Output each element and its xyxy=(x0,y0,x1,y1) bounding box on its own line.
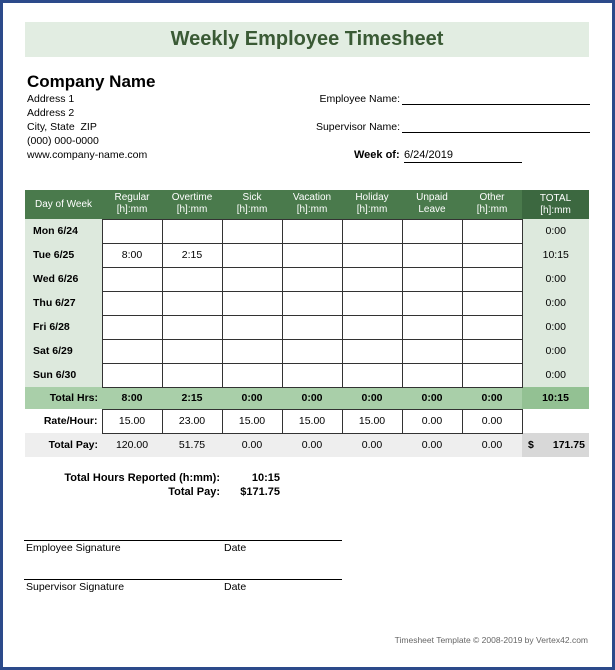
hours-cell[interactable] xyxy=(462,243,522,267)
hours-cell[interactable] xyxy=(282,339,342,363)
hours-cell[interactable] xyxy=(402,363,462,387)
employee-name-label: Employee Name: xyxy=(319,93,400,105)
header-regular: Regular [h]:mm xyxy=(102,190,162,219)
company-phone[interactable]: (000) 000-0000 xyxy=(27,135,99,147)
rate-cell[interactable]: 15.00 xyxy=(282,409,342,433)
day-total: 0:00 xyxy=(522,315,589,339)
pay-cell: 51.75 xyxy=(162,433,222,457)
day-total: 0:00 xyxy=(522,219,589,243)
hours-cell[interactable] xyxy=(222,243,282,267)
hours-cell[interactable] xyxy=(342,291,402,315)
header-overtime: Overtime [h]:mm xyxy=(162,190,222,219)
hours-cell[interactable] xyxy=(282,219,342,243)
day-total: 0:00 xyxy=(522,267,589,291)
header-sick: Sick [h]:mm xyxy=(222,190,282,219)
hours-cell[interactable] xyxy=(222,339,282,363)
grand-total-pay-amount: 171.75 xyxy=(552,439,585,451)
company-address-1[interactable]: Address 1 xyxy=(27,93,75,105)
header-day-of-week: Day of Week xyxy=(25,190,102,219)
employee-date-label: Date xyxy=(224,542,247,554)
supervisor-date-label: Date xyxy=(224,581,247,593)
grand-total-pay xyxy=(522,433,589,457)
day-label: Sat 6/29 xyxy=(25,339,102,363)
hours-cell[interactable] xyxy=(462,315,522,339)
hours-cell[interactable] xyxy=(462,291,522,315)
supervisor-name-field[interactable] xyxy=(402,132,590,133)
hours-cell[interactable] xyxy=(342,363,402,387)
rate-label: Rate/Hour: xyxy=(25,409,102,433)
total-hours-row xyxy=(25,387,589,409)
employee-signature-line[interactable] xyxy=(24,540,342,541)
header-other: Other [h]:mm xyxy=(462,190,522,219)
total-hours-cell: 0:00 xyxy=(222,387,282,409)
total-pay-label: Total Pay: xyxy=(25,433,102,457)
company-website[interactable]: www.company-name.com xyxy=(27,149,148,161)
rate-cell[interactable]: 15.00 xyxy=(222,409,282,433)
rate-row xyxy=(25,409,589,433)
hours-cell[interactable] xyxy=(282,363,342,387)
company-address-2[interactable]: Address 2 xyxy=(27,107,75,119)
hours-cell[interactable]: 2:15 xyxy=(162,243,222,267)
rate-cell[interactable]: 23.00 xyxy=(162,409,222,433)
pay-cell: 0.00 xyxy=(342,433,402,457)
total-hours-cell: 0:00 xyxy=(342,387,402,409)
hours-cell[interactable] xyxy=(342,339,402,363)
total-hours-cell: 0:00 xyxy=(282,387,342,409)
hours-cell[interactable] xyxy=(402,291,462,315)
hours-cell[interactable] xyxy=(102,315,162,339)
table-row xyxy=(25,363,589,387)
table-row xyxy=(25,291,589,315)
hours-cell[interactable] xyxy=(222,219,282,243)
day-total: 0:00 xyxy=(522,363,589,387)
hours-cell[interactable] xyxy=(402,267,462,291)
summary-pay-value: $171.75 xyxy=(240,486,280,498)
company-name[interactable]: Company Name xyxy=(27,72,156,91)
hours-cell[interactable] xyxy=(342,315,402,339)
header-unpaid-leave: Unpaid Leave xyxy=(402,190,462,219)
pay-cell: 0.00 xyxy=(282,433,342,457)
pay-cell: 0.00 xyxy=(402,433,462,457)
table-row xyxy=(25,267,589,291)
hours-cell[interactable] xyxy=(342,243,402,267)
header-holiday: Holiday [h]:mm xyxy=(342,190,402,219)
hours-cell[interactable] xyxy=(102,219,162,243)
hours-cell[interactable] xyxy=(102,363,162,387)
rate-cell[interactable]: 15.00 xyxy=(102,409,162,433)
hours-cell[interactable] xyxy=(162,291,222,315)
hours-cell[interactable] xyxy=(462,267,522,291)
hours-cell[interactable] xyxy=(402,243,462,267)
hours-cell[interactable] xyxy=(282,243,342,267)
hours-cell[interactable] xyxy=(402,339,462,363)
hours-cell[interactable] xyxy=(222,315,282,339)
hours-cell[interactable] xyxy=(162,315,222,339)
rate-cell[interactable]: 0.00 xyxy=(402,409,462,433)
rate-cell[interactable]: 0.00 xyxy=(462,409,522,433)
grand-total-hours: 10:15 xyxy=(522,387,589,409)
hours-cell[interactable] xyxy=(102,267,162,291)
footer-credit[interactable]: Timesheet Template © 2008-2019 by Vertex42.com xyxy=(394,635,588,645)
hours-cell[interactable] xyxy=(342,267,402,291)
table-row xyxy=(25,339,589,363)
day-label: Wed 6/26 xyxy=(25,267,102,291)
day-total: 10:15 xyxy=(522,243,589,267)
table-row xyxy=(25,243,589,267)
currency-symbol: $ xyxy=(528,439,534,451)
hours-cell[interactable] xyxy=(222,267,282,291)
hours-cell[interactable] xyxy=(402,315,462,339)
hours-cell[interactable] xyxy=(162,219,222,243)
table-header-row xyxy=(25,190,589,219)
hours-cell[interactable] xyxy=(162,363,222,387)
day-total: 0:00 xyxy=(522,339,589,363)
supervisor-signature-line[interactable] xyxy=(24,579,342,580)
supervisor-name-label: Supervisor Name: xyxy=(315,121,400,133)
table-row xyxy=(25,315,589,339)
day-label: Thu 6/27 xyxy=(25,291,102,315)
page-title: Weekly Employee Timesheet xyxy=(170,28,444,50)
hours-cell[interactable] xyxy=(102,339,162,363)
summary-pay-label: Total Pay: xyxy=(168,486,220,498)
rate-total xyxy=(522,409,589,433)
hours-cell[interactable] xyxy=(462,363,522,387)
header-vacation: Vacation [h]:mm xyxy=(282,190,342,219)
hours-cell[interactable] xyxy=(222,291,282,315)
day-label: Fri 6/28 xyxy=(25,315,102,339)
employee-signature-label: Employee Signature xyxy=(26,542,121,554)
timesheet-table xyxy=(25,190,589,457)
hours-cell[interactable] xyxy=(282,291,342,315)
day-label: Sun 6/30 xyxy=(25,363,102,387)
hours-cell[interactable] xyxy=(162,267,222,291)
table-row xyxy=(25,219,589,243)
hours-cell[interactable] xyxy=(282,315,342,339)
total-hours-cell: 0:00 xyxy=(402,387,462,409)
total-hours-label: Total Hrs: xyxy=(25,387,102,409)
total-hours-cell: 0:00 xyxy=(462,387,522,409)
pay-cell: 0.00 xyxy=(222,433,282,457)
hours-cell[interactable] xyxy=(282,267,342,291)
week-of-label: Week of: xyxy=(354,149,400,161)
total-hours-cell: 2:15 xyxy=(162,387,222,409)
company-city-state-zip[interactable]: City, State ZIP xyxy=(27,121,97,133)
pay-cell: 0.00 xyxy=(462,433,522,457)
week-of-field[interactable]: 6/24/2019 xyxy=(404,149,522,163)
rate-cell[interactable]: 15.00 xyxy=(342,409,402,433)
total-hours-cell: 8:00 xyxy=(102,387,162,409)
day-total: 0:00 xyxy=(522,291,589,315)
hours-cell[interactable] xyxy=(222,363,282,387)
total-pay-row xyxy=(25,433,589,457)
hours-cell[interactable] xyxy=(402,219,462,243)
summary-hours-label: Total Hours Reported (h:mm): xyxy=(64,472,220,484)
hours-cell[interactable] xyxy=(342,219,402,243)
hours-cell[interactable] xyxy=(462,339,522,363)
hours-cell[interactable]: 8:00 xyxy=(102,243,162,267)
pay-cell: 120.00 xyxy=(102,433,162,457)
summary-hours-value: 10:15 xyxy=(251,472,280,484)
hours-cell[interactable] xyxy=(162,339,222,363)
day-label: Mon 6/24 xyxy=(25,219,102,243)
title-bar xyxy=(25,22,589,57)
day-label: Tue 6/25 xyxy=(25,243,102,267)
header-total: TOTAL [h]:mm xyxy=(522,190,589,219)
hours-cell[interactable] xyxy=(102,291,162,315)
hours-cell[interactable] xyxy=(462,219,522,243)
supervisor-signature-label: Supervisor Signature xyxy=(26,581,125,593)
employee-name-field[interactable] xyxy=(402,104,590,105)
